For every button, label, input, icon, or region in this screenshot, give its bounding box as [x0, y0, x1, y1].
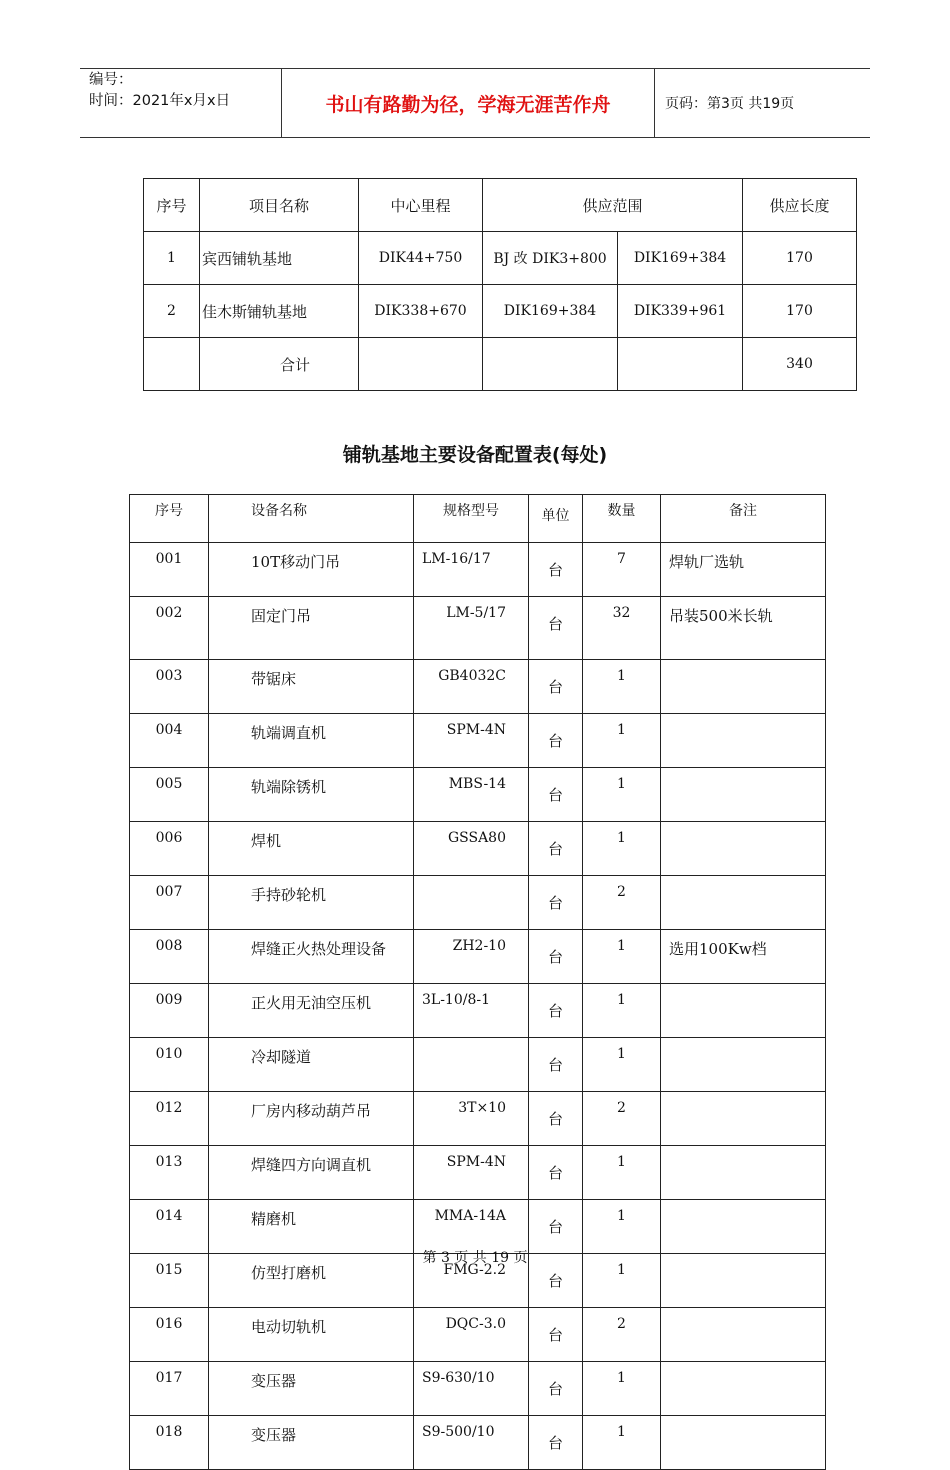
header-cell: 单位 — [529, 495, 583, 543]
equipment-remark — [661, 1362, 826, 1416]
equipment-quantity: 2 — [583, 876, 661, 930]
equipment-remark: 吊装500米长轨 — [661, 597, 826, 660]
header-meta — [80, 69, 281, 138]
equipment-quantity: 32 — [583, 597, 661, 660]
header-cell: 中心里程 — [359, 179, 483, 232]
table-row — [144, 285, 857, 338]
equipment-quantity: 7 — [583, 543, 661, 597]
table-row — [130, 1362, 826, 1416]
row-number: 014 — [130, 1200, 209, 1254]
equipment-unit: 台 — [529, 876, 583, 930]
equipment-remark: 焊轨厂选轨 — [661, 543, 826, 597]
equipment-unit: 台 — [529, 1092, 583, 1146]
equipment-spec: GSSA80 — [414, 822, 529, 876]
equipment-name: 焊缝四方向调直机 — [209, 1146, 414, 1200]
equipment-name: 电动切轨机 — [209, 1308, 414, 1362]
equipment-quantity: 1 — [583, 1038, 661, 1092]
equipment-name: 带锯床 — [209, 660, 414, 714]
document-number-label: 编号： — [89, 72, 133, 88]
equipment-unit: 台 — [529, 1200, 583, 1254]
equipment-remark — [661, 768, 826, 822]
equipment-quantity: 1 — [583, 768, 661, 822]
equipment-quantity: 1 — [583, 984, 661, 1038]
table-row — [130, 1092, 826, 1146]
range-start: DIK169+384 — [483, 285, 618, 338]
total-label: 合计 — [200, 338, 359, 391]
equipment-remark — [661, 1038, 826, 1092]
equipment-spec: DQC-3.0 — [414, 1308, 529, 1362]
row-number: 2 — [144, 285, 200, 338]
empty-cell — [618, 338, 743, 391]
equipment-unit: 台 — [529, 1254, 583, 1308]
header-cell: 供应范围 — [483, 179, 743, 232]
equipment-spec: S9-630/10 — [414, 1362, 529, 1416]
project-name: 佳木斯铺轨基地 — [200, 285, 359, 338]
empty-cell — [144, 338, 200, 391]
page-header — [80, 68, 870, 138]
table-row — [130, 768, 826, 822]
equipment-name: 焊机 — [209, 822, 414, 876]
row-number: 006 — [130, 822, 209, 876]
equipment-name: 焊缝正火热处理设备 — [209, 930, 414, 984]
equipment-quantity: 1 — [583, 1416, 661, 1470]
equipment-name: 变压器 — [209, 1362, 414, 1416]
range-start: BJ 改 DIK3+800 — [483, 232, 618, 285]
equipment-name: 轨端调直机 — [209, 714, 414, 768]
row-number: 013 — [130, 1146, 209, 1200]
document-date: 时间：2021年x月x日 — [89, 93, 231, 109]
equipment-name: 变压器 — [209, 1416, 414, 1470]
table-header-row — [130, 495, 826, 543]
equipment-remark — [661, 1416, 826, 1470]
equipment-unit: 台 — [529, 543, 583, 597]
equipment-quantity: 1 — [583, 930, 661, 984]
table-row — [130, 543, 826, 597]
table-row — [130, 1308, 826, 1362]
equipment-name: 精磨机 — [209, 1200, 414, 1254]
header-cell: 供应长度 — [743, 179, 857, 232]
equipment-unit: 台 — [529, 1146, 583, 1200]
equipment-name: 手持砂轮机 — [209, 876, 414, 930]
equipment-name: 正火用无油空压机 — [209, 984, 414, 1038]
equipment-quantity: 1 — [583, 714, 661, 768]
equipment-spec: FMG-2.2 — [414, 1254, 529, 1308]
row-number: 008 — [130, 930, 209, 984]
supply-length: 170 — [743, 285, 857, 338]
row-number: 010 — [130, 1038, 209, 1092]
equipment-quantity: 1 — [583, 822, 661, 876]
equipment-unit: 台 — [529, 660, 583, 714]
equipment-spec: MMA-14A — [414, 1200, 529, 1254]
table-row — [130, 876, 826, 930]
row-number: 016 — [130, 1308, 209, 1362]
table-header-row — [144, 179, 857, 232]
equipment-spec: 3L-10/8-1 — [414, 984, 529, 1038]
supply-range-table — [143, 178, 857, 391]
table-row — [130, 660, 826, 714]
total-row — [144, 338, 857, 391]
project-name: 宾西铺轨基地 — [200, 232, 359, 285]
header-cell: 规格型号 — [414, 495, 529, 543]
equipment-quantity: 2 — [583, 1308, 661, 1362]
equipment-unit: 台 — [529, 930, 583, 984]
table-row — [130, 822, 826, 876]
equipment-remark — [661, 1092, 826, 1146]
equipment-name: 仿型打磨机 — [209, 1254, 414, 1308]
equipment-spec: SPM-4N — [414, 1146, 529, 1200]
equipment-remark — [661, 876, 826, 930]
header-cell: 备注 — [661, 495, 826, 543]
equipment-unit: 台 — [529, 1362, 583, 1416]
equipment-quantity: 1 — [583, 1362, 661, 1416]
header-cell: 序号 — [144, 179, 200, 232]
range-end: DIK169+384 — [618, 232, 743, 285]
equipment-spec: MBS-14 — [414, 768, 529, 822]
equipment-quantity: 1 — [583, 660, 661, 714]
equipment-unit: 台 — [529, 714, 583, 768]
equipment-spec: LM-16/17 — [414, 543, 529, 597]
equipment-spec: SPM-4N — [414, 714, 529, 768]
equipment-table-title: 铺轨基地主要设备配置表(每处) — [342, 444, 608, 466]
row-number: 005 — [130, 768, 209, 822]
row-number: 012 — [130, 1092, 209, 1146]
page-footer: 第 3 页 共 19 页 — [422, 1250, 528, 1266]
equipment-unit: 台 — [529, 597, 583, 660]
header-cell: 项目名称 — [200, 179, 359, 232]
equipment-unit: 台 — [529, 768, 583, 822]
table-row — [130, 1200, 826, 1254]
header-cell: 设备名称 — [209, 495, 414, 543]
equipment-quantity: 2 — [583, 1092, 661, 1146]
equipment-remark — [661, 984, 826, 1038]
equipment-quantity: 1 — [583, 1254, 661, 1308]
row-number: 004 — [130, 714, 209, 768]
row-number: 003 — [130, 660, 209, 714]
equipment-spec: LM-5/17 — [414, 597, 529, 660]
equipment-spec — [414, 1038, 529, 1092]
center-mileage: DIK338+670 — [359, 285, 483, 338]
equipment-unit: 台 — [529, 984, 583, 1038]
equipment-remark — [661, 1200, 826, 1254]
equipment-name: 轨端除锈机 — [209, 768, 414, 822]
empty-cell — [483, 338, 618, 391]
equipment-name: 厂房内移动葫芦吊 — [209, 1092, 414, 1146]
table-row — [130, 1038, 826, 1092]
equipment-remark: 选用100Kw档 — [661, 930, 826, 984]
equipment-table — [129, 494, 826, 1470]
row-number: 007 — [130, 876, 209, 930]
header-page-info: 页码：第3页 共19页 — [665, 96, 795, 112]
equipment-unit: 台 — [529, 1416, 583, 1470]
equipment-spec: GB4032C — [414, 660, 529, 714]
table-row — [130, 1146, 826, 1200]
equipment-spec: S9-500/10 — [414, 1416, 529, 1470]
row-number: 002 — [130, 597, 209, 660]
equipment-name: 固定门吊 — [209, 597, 414, 660]
table-row — [144, 232, 857, 285]
equipment-spec: 3T×10 — [414, 1092, 529, 1146]
equipment-name: 冷却隧道 — [209, 1038, 414, 1092]
equipment-remark — [661, 660, 826, 714]
equipment-remark — [661, 714, 826, 768]
total-value: 340 — [743, 338, 857, 391]
equipment-remark — [661, 822, 826, 876]
row-number: 018 — [130, 1416, 209, 1470]
equipment-spec: ZH2-10 — [414, 930, 529, 984]
equipment-remark — [661, 1308, 826, 1362]
equipment-remark — [661, 1146, 826, 1200]
equipment-unit: 台 — [529, 1038, 583, 1092]
equipment-unit: 台 — [529, 822, 583, 876]
row-number: 1 — [144, 232, 200, 285]
row-number: 001 — [130, 543, 209, 597]
header-cell: 数量 — [583, 495, 661, 543]
header-cell: 序号 — [130, 495, 209, 543]
table-row — [130, 597, 826, 660]
table-row — [130, 1416, 826, 1470]
supply-length: 170 — [743, 232, 857, 285]
center-mileage: DIK44+750 — [359, 232, 483, 285]
range-end: DIK339+961 — [618, 285, 743, 338]
row-number: 009 — [130, 984, 209, 1038]
equipment-unit: 台 — [529, 1308, 583, 1362]
header-motto: 书山有路勤为径，学海无涯苦作舟 — [281, 69, 655, 137]
table-row — [130, 984, 826, 1038]
equipment-spec — [414, 876, 529, 930]
equipment-quantity: 1 — [583, 1200, 661, 1254]
table-row — [130, 714, 826, 768]
equipment-name: 10T移动门吊 — [209, 543, 414, 597]
empty-cell — [359, 338, 483, 391]
equipment-quantity: 1 — [583, 1146, 661, 1200]
row-number: 015 — [130, 1254, 209, 1308]
row-number: 017 — [130, 1362, 209, 1416]
table-row — [130, 930, 826, 984]
